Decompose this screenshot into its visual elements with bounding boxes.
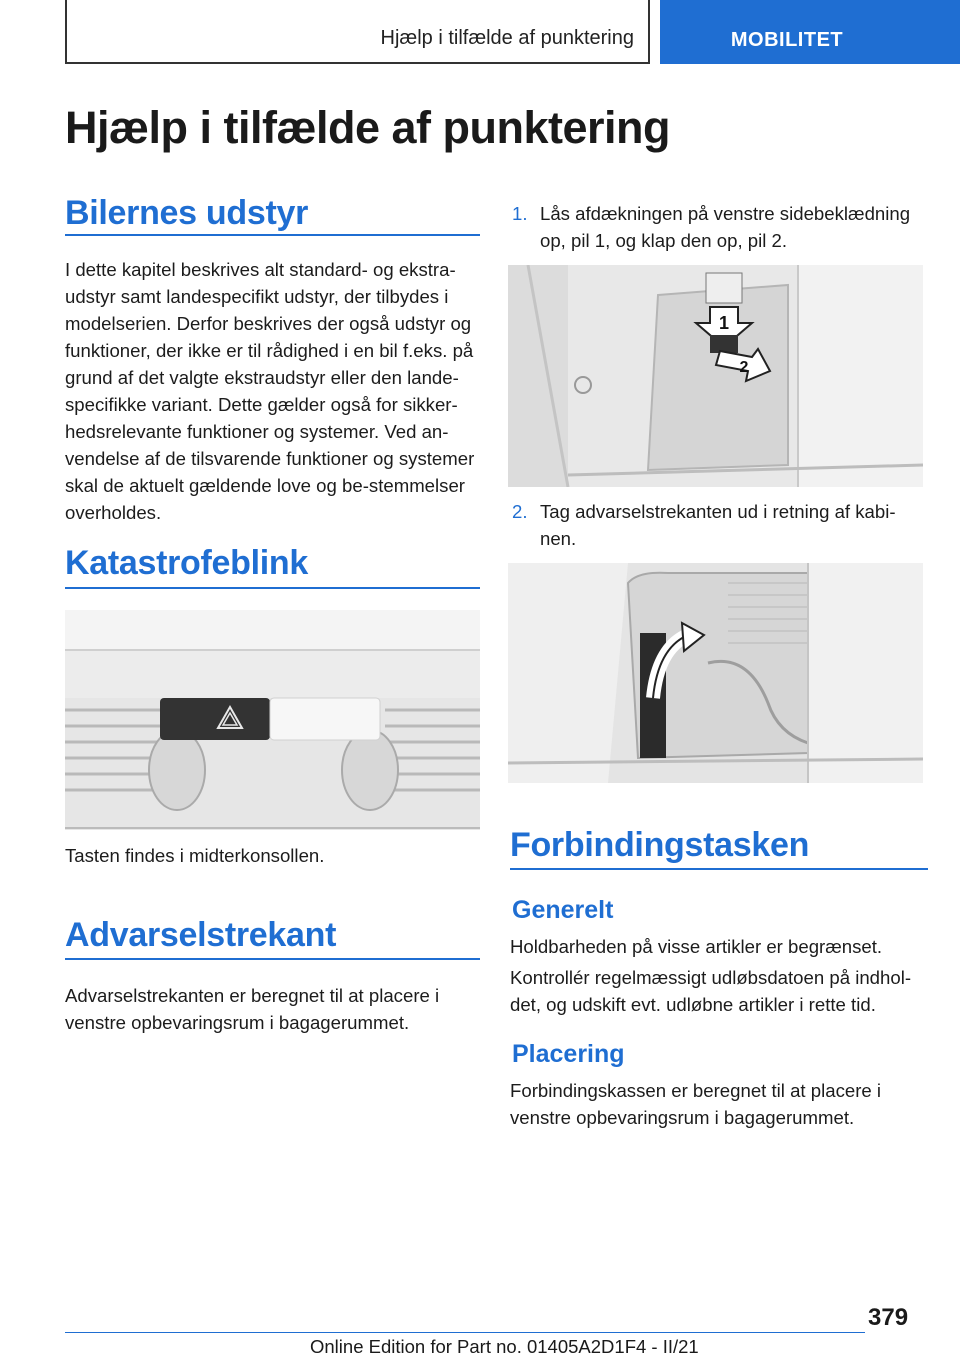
arrow-label-1: 1 bbox=[718, 313, 730, 333]
heading-rule bbox=[510, 868, 928, 870]
step-number: 2. bbox=[512, 501, 528, 522]
triangle-removal-illustration bbox=[508, 563, 923, 783]
equipment-body: I dette kapitel beskrives alt standard- og ekstra-udstyr samt landespecifikt udstyr, der tilbydes i modelserien. Derfor beskrives der også udstyr og funktioner, der ikke er til rådighed i en bil f.eks. på grund af det valgte ekstraudstyr eller den lande-specifikke variant. Dette gælder også for sikker-hedsrelevante funktioner og systemer. Ved an-vendelse af de tilsvarende funktioner og systemer skal de aktuelt gældende love og be-stemmelser overholdes. bbox=[65, 259, 475, 523]
arrow-label-2: 2 bbox=[739, 359, 749, 376]
hazard-caption: Tasten findes i midterkonsollen. bbox=[65, 845, 325, 866]
trunk-cover-illustration bbox=[508, 265, 923, 487]
page-number: 379 bbox=[868, 1304, 909, 1331]
step-number: 1. bbox=[512, 203, 528, 224]
running-title: Hjælp i tilfælde af punktering bbox=[380, 27, 634, 49]
heading-general: Generelt bbox=[512, 896, 614, 924]
page-title: Hjælp i tilfælde af punktering bbox=[65, 102, 671, 153]
edition-footer: Online Edition for Part no. 01405A2D1F4 - II/21 bbox=[310, 1336, 699, 1357]
trunk-cover-image bbox=[508, 265, 923, 487]
heading-rule bbox=[65, 587, 480, 589]
placement-body: Forbindingskassen er beregnet til at placere i venstre opbevaringsrum i bagagerummet. bbox=[510, 1080, 882, 1128]
section-tab-label: MOBILITET bbox=[730, 29, 844, 51]
hazard-button-illustration bbox=[65, 610, 480, 830]
heading-rule bbox=[65, 234, 480, 236]
triangle-removal-image bbox=[508, 563, 923, 783]
heading-hazard: Katastrofeblink bbox=[65, 544, 308, 582]
footer-rule bbox=[65, 1332, 865, 1333]
section-tab[interactable] bbox=[660, 0, 960, 64]
heading-equipment: Bilernes udstyr bbox=[65, 194, 309, 232]
general-p1: Holdbarheden på visse artikler er begrænset. bbox=[510, 936, 883, 957]
heading-placement: Placering bbox=[512, 1040, 625, 1068]
heading-triangle: Advarselstrekant bbox=[65, 916, 337, 954]
heading-rule bbox=[65, 958, 480, 960]
triangle-body: Advarselstrekanten er beregnet til at placere i venstre opbevaringsrum i bagagerummet. bbox=[65, 985, 440, 1033]
heading-firstaid: Forbindingstasken bbox=[510, 826, 810, 864]
step-text: Tag advarselstrekanten ud i retning af kabi-nen. bbox=[540, 501, 896, 549]
step-text: Lås afdækningen på venstre sidebeklædning op, pil 1, og klap den op, pil 2. bbox=[540, 203, 911, 251]
hazard-button-image bbox=[65, 610, 480, 830]
header-running-title-box bbox=[65, 0, 650, 64]
general-p2: Kontrollér regelmæssigt udløbsdatoen på indhol-det, og udskift evt. udløbne artikler i rette tid. bbox=[510, 967, 912, 1015]
